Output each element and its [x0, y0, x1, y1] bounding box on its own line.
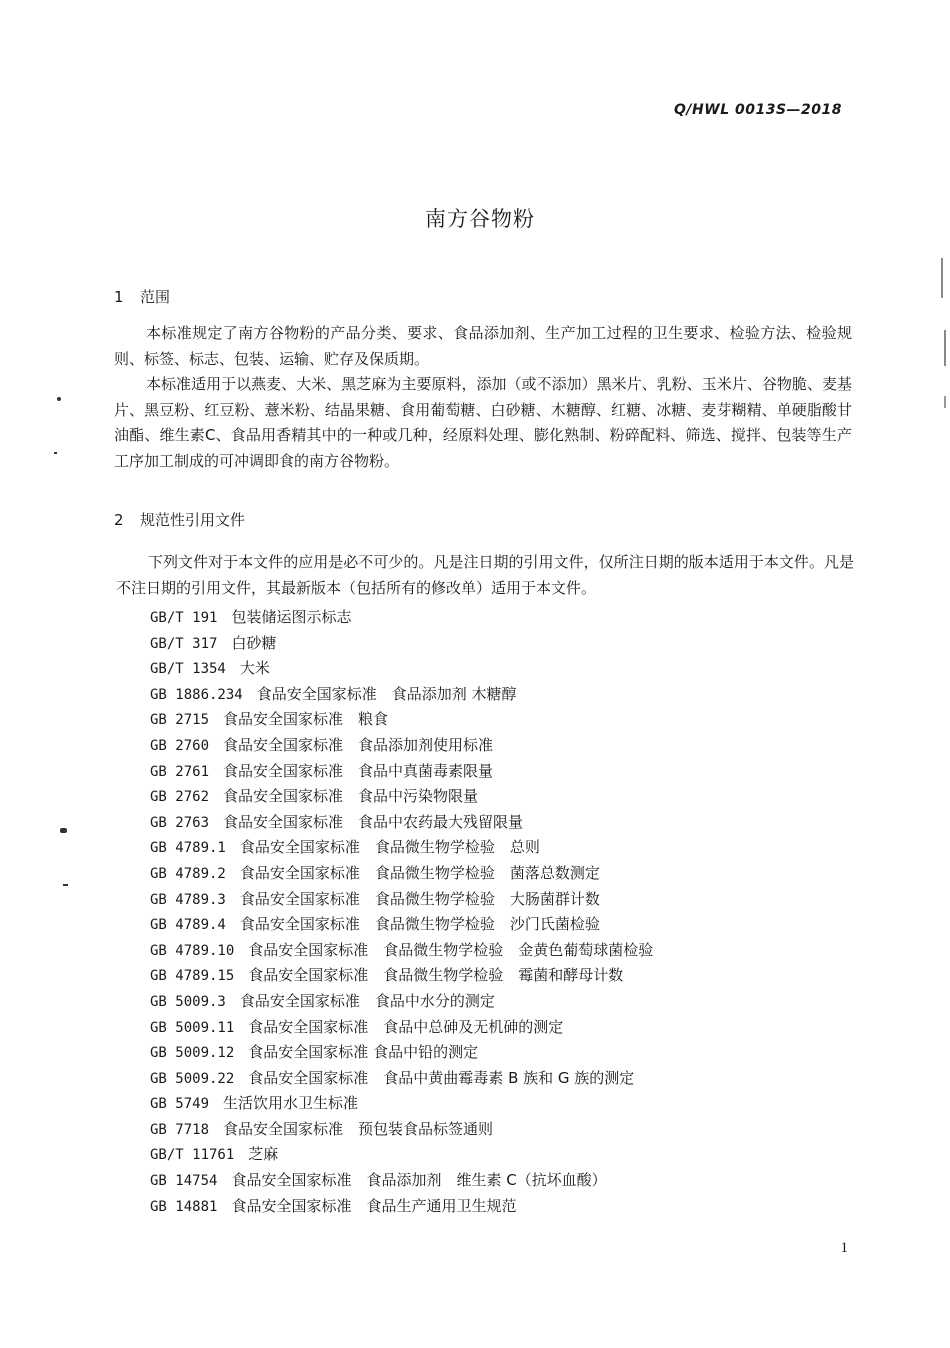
reference-code: GB 5749 — [150, 1096, 210, 1113]
reference-item — [150, 1091, 653, 1117]
reference-code: GB 2762 — [150, 789, 210, 806]
scan-speck — [944, 330, 946, 366]
reference-title: 食品安全国家标准 食品添加剂使用标准 — [223, 735, 494, 754]
reference-title: 食品安全国家标准 食品中总砷及无机砷的测定 — [248, 1017, 564, 1036]
reference-code: GB 4789.2 — [150, 865, 226, 882]
reference-code: GB 4789.1 — [150, 840, 226, 857]
reference-code: GB 2715 — [150, 712, 210, 729]
references-intro: 下列文件对于本文件的应用是必不可少的。凡是注日期的引用文件，仅所注日期的版本适用于本文件。凡是不注日期的引用文件，其最新版本（包括所有的修改单）适用于本文件。 — [116, 553, 854, 597]
reference-item — [150, 887, 653, 913]
reference-title: 生活饮用水卫生标准 — [223, 1094, 359, 1113]
section-2-heading — [114, 509, 245, 530]
reference-title: 食品安全国家标准 食品中黄曲霉毒素 B 族和 G 族的测定 — [248, 1068, 635, 1087]
reference-title: 食品安全国家标准 食品添加剂 维生素 C（抗坏血酸） — [231, 1171, 607, 1190]
section-number: 1 — [114, 288, 124, 306]
reference-title: 食品安全国家标准 食品微生物学检验 总则 — [239, 838, 540, 857]
reference-title: 食品安全国家标准 食品生产通用卫生规范 — [231, 1196, 517, 1215]
reference-item — [150, 1142, 653, 1168]
reference-item — [150, 682, 653, 708]
scan-speck — [57, 397, 61, 401]
reference-code: GB 5009.22 — [150, 1070, 235, 1087]
reference-title: 食品安全国家标准 食品中农药最大残留限量 — [223, 812, 524, 831]
reference-code: GB 4789.4 — [150, 917, 226, 934]
reference-code: GB 5009.3 — [150, 993, 226, 1010]
scan-speck — [54, 452, 57, 454]
reference-list — [150, 605, 653, 1219]
reference-item — [150, 631, 653, 657]
reference-title: 食品安全国家标准 食品微生物学检验 大肠菌群计数 — [239, 889, 600, 908]
reference-item — [150, 963, 653, 989]
reference-item — [150, 835, 653, 861]
reference-code: GB 2763 — [150, 814, 210, 831]
reference-code: GB 1886.234 — [150, 686, 243, 703]
page-number: 1 — [840, 1240, 848, 1256]
reference-code: GB 5009.11 — [150, 1019, 235, 1036]
reference-title: 食品安全国家标准 食品添加剂 木糖醇 — [256, 684, 517, 703]
reference-title: 食品安全国家标准 食品微生物学检验 沙门氏菌检验 — [239, 915, 600, 934]
reference-title: 食品安全国家标准 食品中铅的测定 — [248, 1043, 479, 1062]
reference-item — [150, 1168, 653, 1194]
reference-code: GB 7718 — [150, 1121, 210, 1138]
reference-title: 大米 — [239, 659, 270, 678]
section-1-heading — [114, 286, 170, 307]
reference-code: GB/T 191 — [150, 610, 218, 626]
reference-item — [150, 1117, 653, 1143]
reference-item — [150, 1066, 653, 1092]
reference-title: 食品安全国家标准 食品中污染物限量 — [223, 787, 479, 806]
reference-item — [150, 656, 653, 682]
scope-paragraph-1: 本标准规定了南方谷物粉的产品分类、要求、食品添加剂、生产加工过程的卫生要求、检验方法、检验规则、标签、标志、包装、运输、贮存及保质期。 — [114, 324, 852, 368]
reference-item — [150, 1194, 653, 1220]
reference-title: 食品安全国家标准 预包装食品标签通则 — [223, 1119, 494, 1138]
reference-code: GB 4789.15 — [150, 968, 235, 985]
reference-code: GB 14754 — [150, 1173, 218, 1190]
reference-item — [150, 605, 653, 631]
scan-speck — [944, 396, 946, 408]
reference-code: GB 5009.12 — [150, 1045, 235, 1062]
scan-speck — [941, 258, 943, 298]
section-title: 范围 — [140, 288, 171, 306]
reference-title: 食品安全国家标准 食品中真菌毒素限量 — [223, 761, 494, 780]
document-code: Q/HWL 0013S—2018 — [674, 102, 842, 118]
reference-item — [150, 733, 653, 759]
reference-code: GB 4789.3 — [150, 891, 226, 908]
reference-item — [150, 912, 653, 938]
reference-title: 食品安全国家标准 食品中水分的测定 — [239, 991, 495, 1010]
document-title: 南方谷物粉 — [425, 207, 535, 231]
reference-title: 食品安全国家标准 食品微生物学检验 菌落总数测定 — [239, 863, 600, 882]
reference-title: 芝麻 — [248, 1145, 279, 1164]
reference-code: GB 2761 — [150, 763, 210, 780]
reference-item — [150, 938, 653, 964]
reference-item — [150, 989, 653, 1015]
reference-item — [150, 810, 653, 836]
scope-paragraph-2: 本标准适用于以燕麦、大米、黑芝麻为主要原料，添加（或不添加）黑米片、乳粉、玉米片、谷物脆、麦基片、黑豆粉、红豆粉、薏米粉、结晶果糖、食用葡萄糖、白砂糖、木糖醇、红糖、冰糖、麦芽糊精、单硬脂酸甘油酯、维生素C、食品用香精其中的一种或几种，经原料处理、膨化熟制、粉碎配料、筛选、搅拌、包装等生产工序加工制成的可冲调即食的南方谷物粉。 — [114, 375, 852, 470]
reference-code: GB/T 317 — [150, 635, 218, 652]
reference-item — [150, 861, 653, 887]
reference-title: 包装储运图示标志 — [231, 608, 352, 626]
reference-item — [150, 759, 653, 785]
reference-item — [150, 784, 653, 810]
reference-code: GB 14881 — [150, 1198, 218, 1215]
reference-item — [150, 707, 653, 733]
reference-title: 白砂糖 — [231, 633, 277, 652]
reference-code: GB/T 11761 — [150, 1147, 235, 1164]
reference-title: 食品安全国家标准 食品微生物学检验 霉菌和酵母计数 — [248, 966, 624, 985]
reference-item — [150, 1015, 653, 1041]
scan-speck — [63, 884, 68, 886]
section-number: 2 — [114, 511, 124, 529]
reference-code: GB/T 1354 — [150, 661, 226, 678]
reference-title: 食品安全国家标准 粮食 — [223, 710, 389, 729]
section-title: 规范性引用文件 — [140, 511, 246, 529]
reference-title: 食品安全国家标准 食品微生物学检验 金黄色葡萄球菌检验 — [248, 940, 654, 959]
reference-item — [150, 1040, 653, 1066]
reference-code: GB 2760 — [150, 737, 210, 754]
scan-speck — [60, 828, 67, 833]
reference-code: GB 4789.10 — [150, 942, 235, 959]
